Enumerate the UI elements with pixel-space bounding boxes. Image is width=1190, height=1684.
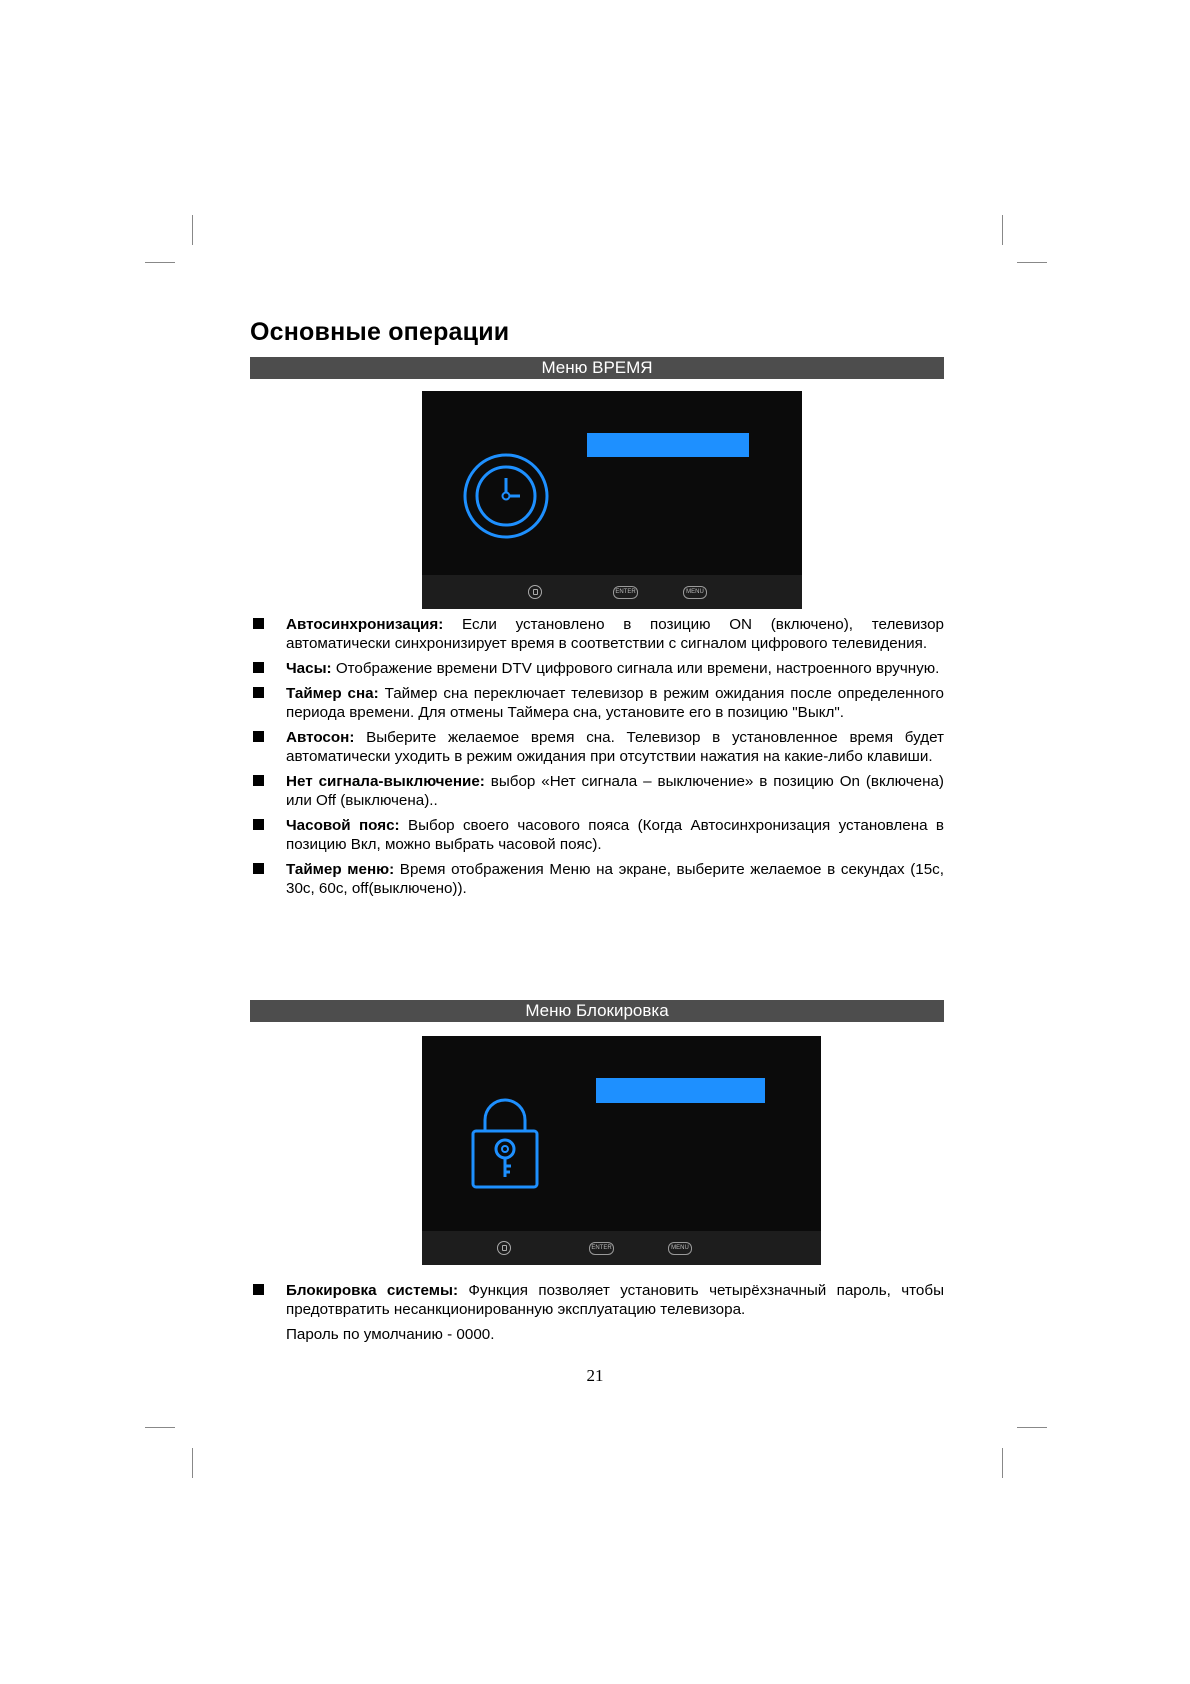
lock-options-list [250, 1281, 944, 1325]
list-item [250, 684, 944, 722]
section-header-label: Меню ВРЕМЯ [541, 358, 653, 377]
nav-icon [528, 585, 542, 599]
description: Время отображения Меню на экране, выберите желаемое в секундах (15с, 30с, 60с, off(выключено)). [286, 861, 944, 897]
bullet-icon [253, 662, 264, 673]
list-item [250, 860, 944, 898]
description: Функция позволяет установить четырёхзначный пароль, чтобы предотвратить несанкционированную эксплуатацию телевизора. [286, 1282, 944, 1318]
crop-mark [145, 262, 175, 263]
section-header-label: Меню Блокировка [525, 1001, 669, 1020]
time-menu-screen [422, 391, 802, 609]
section-header-time [250, 357, 944, 379]
description: Выберите желаемое время сна. Телевизор в установленное время будет автоматически уходить в режим ожидания при отсутствии нажатия на какие-либо клавиши. [286, 729, 944, 765]
enter-button-icon: ENTER [613, 586, 638, 599]
selected-menu-item [596, 1078, 765, 1103]
term: Автосинхронизация: [286, 616, 444, 633]
time-options-list [250, 615, 944, 904]
list-item [250, 728, 944, 766]
menu-button-icon: MENU [683, 586, 707, 599]
crop-mark [192, 1448, 193, 1478]
list-item [250, 1281, 944, 1319]
section-header-lock [250, 1000, 944, 1022]
term: Автосон: [286, 729, 355, 746]
bullet-icon [253, 775, 264, 786]
selected-menu-item [587, 433, 749, 457]
term: Часы: [286, 660, 332, 677]
bullet-icon [253, 863, 264, 874]
term: Нет сигнала-выключение: [286, 773, 485, 790]
list-item [250, 772, 944, 810]
description: Выбор своего часового пояса (Когда Автосинхронизация установлена в позицию Вкл, можно выбрать часовой пояс). [286, 817, 944, 853]
padlock-key-icon [470, 1098, 540, 1194]
clock-icon [462, 452, 550, 540]
page-title: Основные операции [250, 318, 510, 346]
nav-icon [497, 1241, 511, 1255]
enter-button-icon: ENTER [589, 1242, 614, 1255]
bullet-icon [253, 687, 264, 698]
crop-mark [1002, 215, 1003, 245]
crop-mark [1017, 262, 1047, 263]
description: Отображение времени DTV цифрового сигнала или времени, настроенного вручную. [331, 660, 940, 677]
list-item [250, 659, 944, 678]
crop-mark [1002, 1448, 1003, 1478]
bullet-icon [253, 819, 264, 830]
term: Таймер меню: [286, 861, 395, 878]
menu-button-icon: MENU [668, 1242, 692, 1255]
list-item [250, 615, 944, 653]
list-item [250, 816, 944, 854]
term: Часовой пояс: [286, 817, 400, 834]
screen-footer [422, 1231, 821, 1265]
screen-footer [422, 575, 802, 609]
crop-mark [1017, 1427, 1047, 1428]
lock-menu-screen [422, 1036, 821, 1265]
description: выбор «Нет сигнала – выключение» в позицию On (включена) или Off (выключена).. [286, 773, 944, 809]
term: Таймер сна: [286, 685, 379, 702]
crop-mark [145, 1427, 175, 1428]
description: Таймер сна переключает телевизор в режим ожидания после определенного периода времени. Для отмены Таймера сна, установите его в позицию "Выкл". [286, 685, 945, 721]
bullet-icon [253, 618, 264, 629]
bullet-icon [253, 731, 264, 742]
page-number: 21 [586, 1366, 604, 1385]
term: Блокировка системы: [286, 1282, 459, 1299]
description: Если установлено в позицию ON (включено), телевизор автоматически синхронизирует время в соответствии с сигналом цифрового телевидения. [286, 616, 944, 652]
crop-mark [192, 215, 193, 245]
bullet-icon [253, 1284, 264, 1295]
default-password-note: Пароль по умолчанию - 0000. [286, 1326, 495, 1343]
